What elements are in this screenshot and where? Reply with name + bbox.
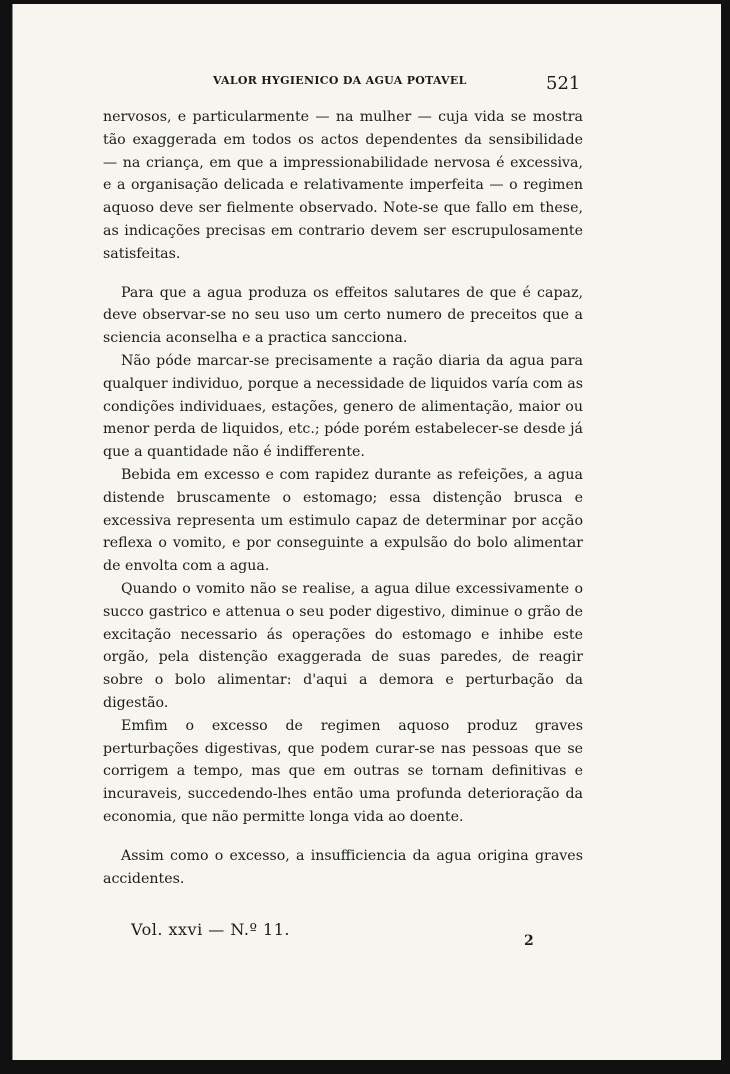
paragraph: Bebida em excesso e com rapidez durante as refeições, a agua distende bruscamente o estomago; essa distenção brusca e excessiva representa um estimulo capaz de determinar por acção reflexa o vomito, e por conseguinte a expulsão do bolo alimentar de envolta com a agua. bbox=[103, 466, 583, 575]
page-sheet bbox=[12, 4, 721, 1060]
volume-line: Vol. xxvi — N.º 11. bbox=[131, 920, 290, 939]
paragraph: Para que a agua produza os effeitos salutares de que é capaz, deve observar-se no seu uso um certo numero de preceitos que a sciencia aconselha e a practica sancciona. bbox=[103, 284, 583, 347]
paragraph: Quando o vomito não se realise, a agua dilue excessivamente o succo gastrico e attenua o seu poder digestivo, diminue o grão de excitação necessario ás operações do estomago e inhibe este orgão, pela distenção exaggerada de suas paredes, de reagir sobre o bolo alimentar: d'aqui a demora e perturbação da digestão. bbox=[103, 580, 583, 711]
signature-mark: 2 bbox=[524, 933, 534, 949]
paragraph: Emfim o excesso de regimen aquoso produz graves perturbações digestivas, que podem curar-se nas pessoas que se corrigem a tempo, mas que em outras se tornam definitivas e incuraveis, succedendo-lhes então uma profunda deterioração da economia, que não permitte longa vida ao doente. bbox=[103, 717, 583, 825]
body-text bbox=[103, 106, 583, 890]
paragraph: Assim como o excesso, a insufficiencia da agua origina graves accidentes. bbox=[103, 847, 583, 887]
paragraph: nervosos, e particularmente — na mulher — cuja vida se mostra tão exaggerada em todos os actos dependentes da sensibilidade — na criança, em que a impressionabilidade nervosa é excessiva, e a organisação delicada e relativamente imperfeita — o regimen aquoso deve ser fielmente observado. Note-se que fallo em these, as indicações precisas em contrario devem ser escrupulosamente satisfeitas. bbox=[103, 109, 583, 262]
running-header: VALOR HYGIENICO DA AGUA POTAVEL bbox=[213, 74, 467, 87]
paragraph: Não póde marcar-se precisamente a ração diaria da agua para qualquer individuo, porque a necessidade de liquidos varía com as condições individuaes, estações, genero de alimentação, maior ou menor perda de liquidos, etc.; póde porém estabelecer-se desde já que a quantidade não é indifferente. bbox=[103, 352, 583, 461]
page-number: 521 bbox=[546, 73, 581, 94]
